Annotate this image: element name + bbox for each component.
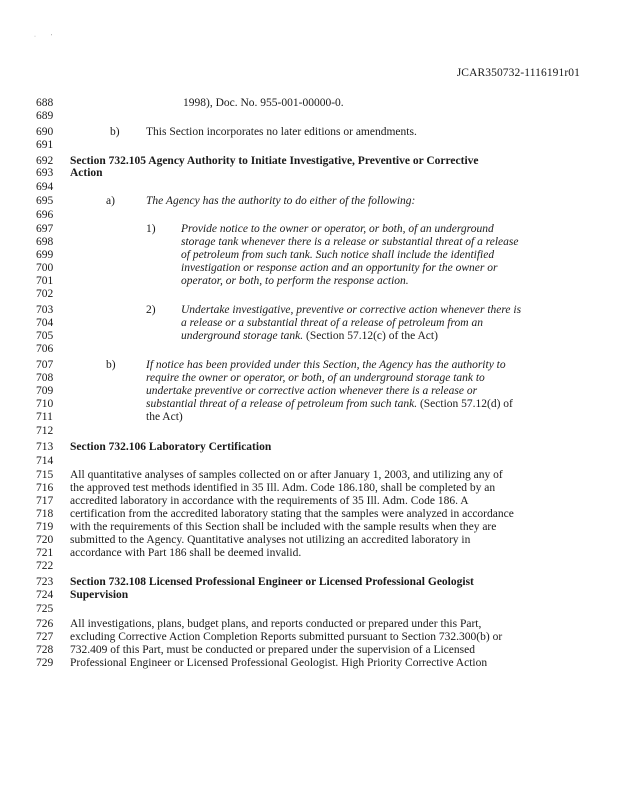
line-number: 695 <box>36 195 54 207</box>
item-text: a release or a substantial threat of a release of petroleum from an <box>181 317 483 329</box>
line-number: 698 <box>36 236 54 248</box>
subsection-text <box>146 398 513 410</box>
body-text: certification from the accredited laboratory stating that the samples were analyzed in accordance <box>70 508 514 520</box>
subsection-text: If notice has been provided under this Section, the Agency has the authority to <box>146 359 506 371</box>
line-number: 702 <box>36 288 54 300</box>
line-number: 725 <box>36 603 54 615</box>
line-number: 726 <box>36 618 54 630</box>
line-number: 722 <box>36 560 54 572</box>
item-marker: 1) <box>146 223 156 235</box>
item-text <box>181 330 438 342</box>
section-heading: Section 732.106 Laboratory Certification <box>70 441 272 453</box>
line-number: 709 <box>36 385 54 397</box>
reference-line: 1998), Doc. No. 955-001-00000-0. <box>183 97 344 109</box>
line-number: 724 <box>36 589 54 601</box>
statute-citation: (Section 57.12(d) of <box>417 398 513 410</box>
subsection-text: This Section incorporates no later editions or amendments. <box>146 126 417 138</box>
body-text: accordance with Part 186 shall be deemed invalid. <box>70 547 302 559</box>
section-heading: Section 732.105 Agency Authority to Initiate Investigative, Preventive or Corrective <box>70 155 479 167</box>
line-number: 707 <box>36 359 54 371</box>
subsection-text: The Agency has the authority to do either of the following: <box>146 195 416 207</box>
section-heading-cont: Action <box>70 167 103 179</box>
scan-specks: · ' <box>34 34 53 40</box>
subsection-text-italic: substantial threat of a release of petroleum from such tank. <box>146 398 418 410</box>
line-number: 694 <box>36 181 54 193</box>
line-number: 696 <box>36 209 54 221</box>
body-text: Professional Engineer or Licensed Professional Geologist. High Priority Corrective Action <box>70 657 488 669</box>
subsection-text: undertake preventive or corrective action whenever there is a release or <box>146 385 478 397</box>
line-number: 723 <box>36 576 54 588</box>
item-text-italic: underground storage tank. <box>181 330 304 342</box>
line-number: 710 <box>36 398 54 410</box>
item-text: Undertake investigative, preventive or corrective action whenever there is <box>181 304 522 316</box>
line-number: 705 <box>36 330 54 342</box>
line-number: 728 <box>36 644 54 656</box>
subsection-marker: a) <box>106 195 115 207</box>
line-number: 713 <box>36 441 54 453</box>
line-number: 708 <box>36 372 54 384</box>
line-number: 704 <box>36 317 54 329</box>
item-marker: 2) <box>146 304 156 316</box>
line-number: 701 <box>36 275 54 287</box>
body-text: excluding Corrective Action Completion Reports submitted pursuant to Section 732.300(b) or <box>70 631 503 643</box>
line-number: 691 <box>36 139 54 151</box>
line-number: 715 <box>36 469 54 481</box>
line-number: 727 <box>36 631 54 643</box>
line-number: 718 <box>36 508 54 520</box>
body-text: All quantitative analyses of samples collected on or after January 1, 2003, and utilizing any of <box>70 469 503 481</box>
line-number: 697 <box>36 223 54 235</box>
item-text: of petroleum from such tank. Such notice shall include the identified <box>181 249 495 261</box>
line-number: 721 <box>36 547 54 559</box>
line-number: 699 <box>36 249 54 261</box>
line-number: 711 <box>36 411 53 423</box>
document-id-header: JCAR350732-1116191r01 <box>456 67 580 79</box>
line-number: 729 <box>36 657 54 669</box>
item-text: storage tank whenever there is a release or substantial threat of a release <box>181 236 519 248</box>
line-number: 693 <box>36 167 54 179</box>
line-number: 688 <box>36 97 54 109</box>
line-number: 692 <box>36 155 54 167</box>
line-number: 717 <box>36 495 54 507</box>
subsection-text: require the owner or operator, or both, of an underground storage tank to <box>146 372 485 384</box>
line-number: 712 <box>36 425 54 437</box>
body-text: All investigations, plans, budget plans, and reports conducted or prepared under this Part, <box>70 618 482 630</box>
line-number: 706 <box>36 343 54 355</box>
subsection-marker: b) <box>106 359 116 371</box>
section-heading: Section 732.108 Licensed Professional Engineer or Licensed Professional Geologist <box>70 576 474 588</box>
body-text: with the requirements of this Section shall be included with the sample results when they are <box>70 521 497 533</box>
body-text: the approved test methods identified in 35 Ill. Adm. Code 186.180, shall be completed by an <box>70 482 496 494</box>
line-number: 689 <box>36 110 54 122</box>
body-text: accredited laboratory in accordance with the requirements of 35 Ill. Adm. Code 186. A <box>70 495 469 507</box>
line-number: 690 <box>36 126 54 138</box>
line-number: 719 <box>36 521 54 533</box>
statute-citation-cont: the Act) <box>146 411 183 423</box>
line-number: 720 <box>36 534 54 546</box>
line-number: 714 <box>36 455 54 467</box>
section-heading-cont: Supervision <box>70 589 129 601</box>
line-number: 716 <box>36 482 54 494</box>
subsection-marker: b) <box>110 126 120 138</box>
body-text: submitted to the Agency. Quantitative analyses not utilizing an accredited laboratory in <box>70 534 471 546</box>
line-number: 700 <box>36 262 54 274</box>
line-number: 703 <box>36 304 54 316</box>
item-text: investigation or response action and an opportunity for the owner or <box>181 262 498 274</box>
item-text: operator, or both, to perform the response action. <box>181 275 409 287</box>
item-text: Provide notice to the owner or operator, or both, of an underground <box>181 223 494 235</box>
body-text: 732.409 of this Part, must be conducted or prepared under the supervision of a Licensed <box>70 644 475 656</box>
statute-citation: (Section 57.12(c) of the Act) <box>303 330 438 342</box>
